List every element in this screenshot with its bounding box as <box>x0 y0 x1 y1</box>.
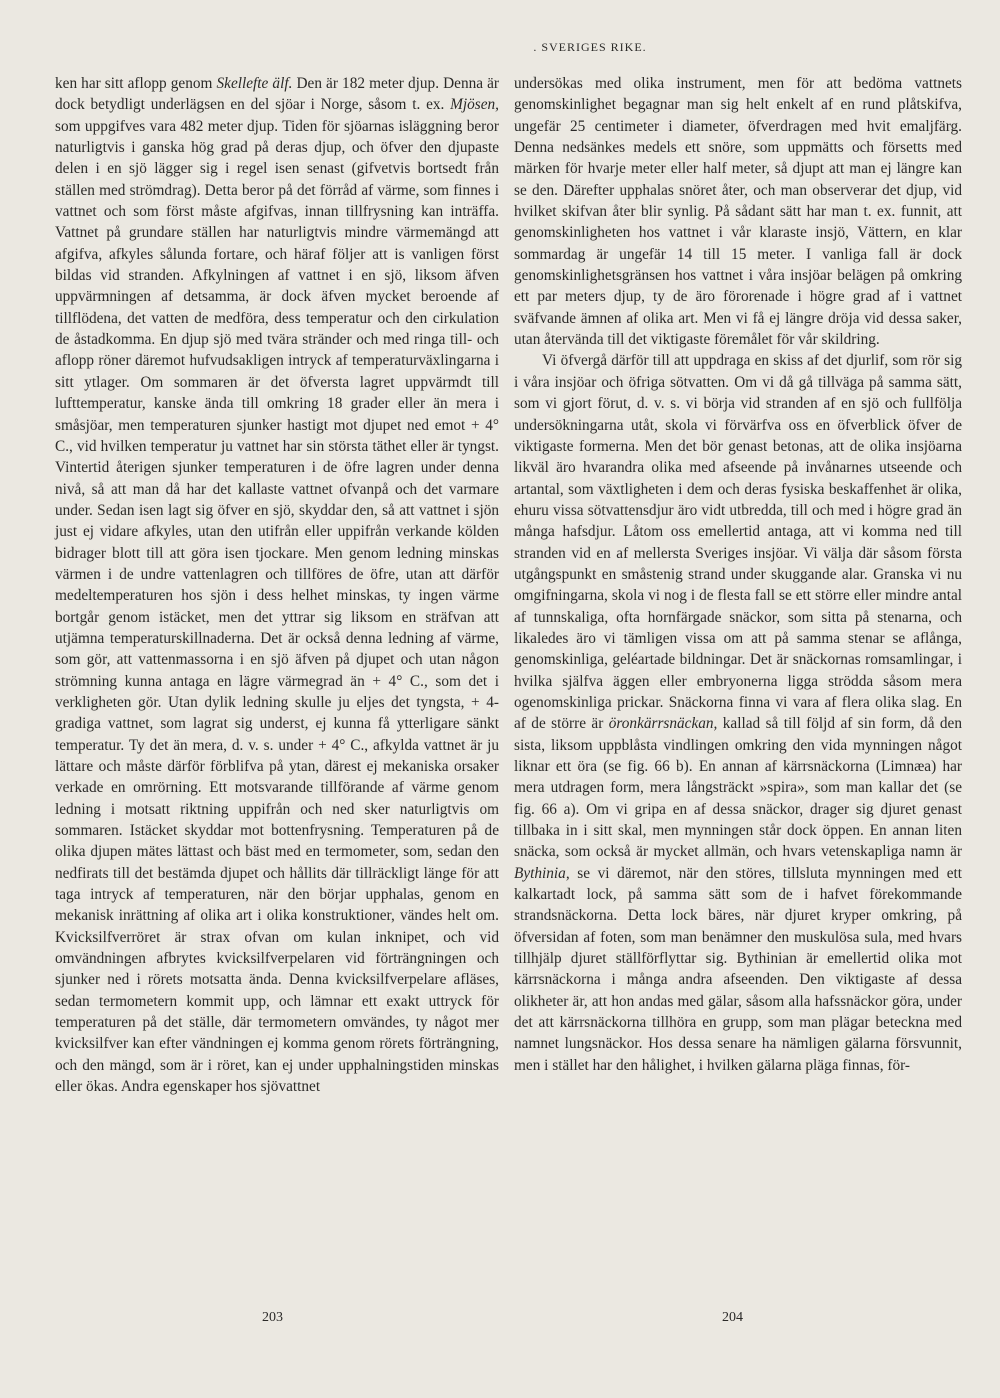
left-italic-skellefte: Skellefte älf. <box>216 75 293 92</box>
right-text-b: kallad så till följd af sin form, då den sista, liksom uppblåsta vindlingen omkring den vida mynningen något liknar ett öra (se fig. 66 b). En annan af kärrsnäckorna (Limnæa) har mera utdragen form, mera långsträckt »spira», som man kallar det (se fig. 66 a). Om vi gripa en af dessa snäckor, drager sig djuret genast tillbaka in i sitt skal, men mynningen står dock öppen. En annan liten snäcka, som också är mycket allmän, och hvars vetenskapliga namn är <box>514 715 962 861</box>
left-text-c: som uppgifves vara 482 meter djup. Tiden för sjöarnas isläggning beror naturligtvis i ganska hög grad på deras djup, och öfver den djupaste delen i en sjö lägger sig i regel isen senast (gifvetvis bortsedt från ställen med strömdrag). Detta beror på det förråd af värme, som finnes i vattnet och som först måste afgifvas, innan tillfrysning kan inträffa. Vattnet på grundare ställen har naturligtvis mindre värmemängd att afgifva, afkyles sålunda fortare, och häraf följer att is vanligen först bildas vid stranden. Afkylningen af vattnet i en sjö, liksom äfven uppvärmningen af detsamma, är dock äfven mycket beroende af tillflödena, det vatten de medföra, dess temperatur och den cirkulation de åstadkomma. En djup sjö med tvära stränder och med ringa till- och aflopp röner däremot hufvudsakligen intryck af temperaturväxlingarna i sitt ytlager. Om sommaren är det öfversta lagret uppvärmdt till lufttemperatur, kanske ända till omkring 18 grader eller än mera i småsjöar, men temperaturen sjunker hastigt mot djupet ned emot + 4° C., vid hvilken temperatur ju vattnet har sin största täthet eller är tyngst. Vintertid återigen sjunker temperaturen i de öfre lagren under denna nivå, så att man då har det kallaste vattnet ofvanpå och det varmare under. Sedan isen lagt sig öfver en sjö, skyddar den, så att vattnet i sjön just ej vidare afkyles, utan den utifrån eller uppifrån verkande kölden bidrager blott till att göra isen tjockare. Men genom ledning minskas värmen i de undre vattenlagren och tillföres de öfre, utan att därför medeltemperaturen hos sjön i dess helhet minskas, ty ingen värme bortgår genom istäcket, men det yttrar sig liksom en sträfvan att utjämna temperaturskillnaderna. Det är också denna ledning af värme, som gör, att vattenmassorna i en sjö äfven på djupet och utan någon strömning kunna antaga en lägre värmegrad än + 4° C., som det i verkligheten gör. Utan dylik ledning skulle ju eljes det tyngsta, + 4-gradiga vattnet, som lagrat sig underst, ej kunna få ytterligare sänkt temperatur. Ty det än mera, d. v. s. under + 4° C., afkylda vattnet är ju lättare och måste därför förblifva på ytan, därest ej mekaniska orsaker verkade en omrörning. Ett motsvarande tillförande af värme genom ledning i motsatt riktning uppifrån och ned sker naturligtvis om sommaren. Istäcket skyddar mot bottenfrysning. Temperaturen på de olika djupen mätes lättast och bäst med en termometer, som, sedan den nedfirats till det bestämda djupet och hållits där tillräckligt länge för att taga intryck af temperaturen, när den börjar upphalas, genom en mekanisk inrättning af olika art i olika konstruktioner, vändes helt om. Kvicksilfverröret är strax ofvan om kulan inknipet, och vid omvändningen afbrytes kvicksilfverpelaren vid förträngningen och sjunker ned i rörets motsatta ända. Denna kvicksilfverpelare afläses, sedan termometern kommit upp, och lämnar ett exakt uttryck för temperaturen på det ställe, där termometern omvändes, ty något mer kvicksilfver kan efter vändningen ej komma genom rörets förträngning, och den mängd, som är i röret, kan ej under upphalningstiden minskas eller ökas. Andra egenskaper hos sjövattnet <box>55 117 499 1096</box>
left-italic-mjosen: Mjösen, <box>450 96 499 114</box>
right-text-a: Vi öfvergå därför till att uppdraga en skiss af det djurlif, som rör sig i våra insjöar och öfriga sötvatten. Om vi då gå tillväga på samma sätt, som vi gjort förut, d. v. s. vi börja vid stranden af en sjö och fullfölja undersökningarna utåt, skola vi förvärfva oss en öfverblick öfver de viktigaste formerna. Men det bör genast betonas, att de olika insjöarna likväl äro hvarandra olika med afseende på invånarnes utseende och artantal, som växtligheten i dem och deras fysiska beskaffenhet är olika, ehuru vissa sötvattensdjur äro vidt utbredda, till och med i högre grad än många hafsdjur. Låtom oss emellertid antaga, att vi komma ned till stranden vid en af mellersta Sveriges insjöar. Vi välja där såsom första utgångspunkt en småstenig strand under skuggande alar. Granska vi nu omgifningarna, skola vi nog i de flesta fall se ett större eller mindre antal af tunnskaliga, ofta hornfärgade snäckor, som sitta på stenarna, och likaledes äro vi tämligen vissa om att på samma stenar se aflånga, genomskinliga, geléartade bildningar. Det är snäckornas romsamlingar, i hvilka själfva äggen eller embryonerna ligga strödda såsom mera ogenomskinliga prickar. Snäckorna finna vi vara af flera olika slag. En af de större är <box>514 352 962 733</box>
left-text-a: ken har sitt aflopp genom <box>55 75 217 92</box>
right-italic-bythinia: Bythinia, <box>514 864 570 882</box>
right-paragraph-1: undersökas med olika instrument, men för att bedöma vattnets genomskinlighet begagnar man sig helt enkelt af en rund plåtskifva, ungefär 25 centimeter i diameter, öfverdragen med hvit emaljfärg. Denna nedsänkes medels ett snöre, som uppmätts och försetts med märken för hvarje meter eller half meter, så djupt att man ej längre kan se den. Därefter upphalas snöret åter, och man observerar det djup, vid hvilket skifvan åter blir synlig. På sådant sätt har man t. ex. funnit, att genomskinligheten hos vattnet i vår klaraste insjö, Vättern, en klar sommardag är ungefär 14 till 15 meter. I vanliga fall är dock genomskinlighetsgränsen hos vattnet i våra insjöar belägen på omkring ett par meters djup, ty de äro förorenade i högre grad af i vattnet sväfvande ämnen af olika art. Men vi få ej längre dröja vid dessa saker, utan återvända till det viktigaste föremålet för vår skildring. <box>514 75 962 349</box>
right-italic-oronkarrsnackan: öronkärrsnäckan, <box>608 715 718 733</box>
running-head: . SVERIGES RIKE. <box>533 40 647 54</box>
left-text-b: Den är 182 meter djup. Denna är dock betydligt underlägsen en del sjöar i Norge, såsom t. ex. <box>55 75 500 114</box>
right-text-c: se vi däremot, när den störes, tillsluta mynningen med ett kalkartadt lock, på samma sätt som de i hafvet förekommande strandsnäckorna. Detta lock bäres, när djuret kryper omkring, på öfversidan af foten, som man benämner den muskulösa sula, med hvars tillhjälp djuret ställförflyttar sig. Bythinian är emellertid olika mot kärrsnäckorna i många andra afseenden. Den viktigaste af dessa olikheter är, att hon andas med gälar, såsom alla hafssnäckor göra, under det att kärrsnäckorna tillhöra en grupp, som man plägar beteckna med namnet lungsnäckor. Hos dessa senare ha nämligen gälarna försvunnit, men i stället har den hålighet, i hvilken gälarna pläga finnas, för- <box>514 864 962 1074</box>
page-number-right: 204 <box>722 1310 743 1325</box>
right-column <box>514 73 962 1076</box>
left-paragraph <box>55 73 499 1098</box>
right-paragraph-2 <box>514 350 962 1076</box>
page-number-left: 203 <box>262 1310 283 1325</box>
left-column <box>55 73 499 1098</box>
